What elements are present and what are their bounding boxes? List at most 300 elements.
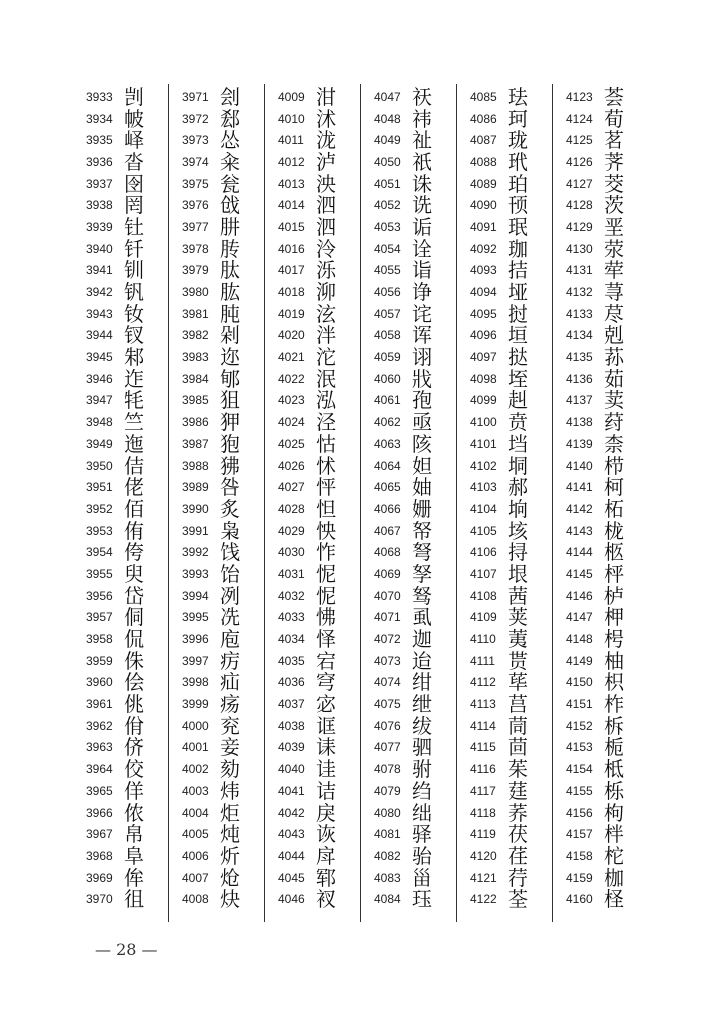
entry-number: 4052 [374, 198, 401, 213]
entry-character: 驽 [412, 583, 432, 608]
list-item [566, 390, 662, 412]
entry-character: 侗 [124, 605, 144, 630]
entry-character: 挞 [508, 345, 528, 370]
entry-number: 4125 [566, 133, 593, 148]
entry-character: 荀 [604, 106, 624, 131]
entry-character: 枳 [604, 670, 624, 695]
entry-number: 4005 [182, 827, 209, 842]
entry-number: 3934 [86, 111, 113, 126]
entry-number: 4158 [566, 848, 593, 863]
entry-number: 4160 [566, 892, 593, 907]
entry-number: 4007 [182, 870, 209, 885]
entry-number: 3945 [86, 350, 113, 365]
entry-number: 4018 [278, 285, 305, 300]
entry-character: 驸 [412, 757, 432, 782]
entry-character: 咎 [220, 475, 240, 500]
entry-number: 4025 [278, 436, 305, 451]
entry-character: 炔 [220, 887, 240, 912]
list-item [566, 715, 662, 737]
entry-character: 柰 [604, 431, 624, 456]
entry-number: 4159 [566, 870, 593, 885]
entry-character: 泗 [316, 193, 336, 218]
entry-number: 4084 [374, 892, 401, 907]
entry-character: 罔 [124, 193, 144, 218]
column-divider [456, 84, 457, 922]
entry-number: 4034 [278, 632, 305, 647]
entry-character: 沱 [316, 345, 336, 370]
entry-number: 4053 [374, 219, 401, 234]
list-item [566, 216, 662, 238]
entry-character: 诜 [412, 193, 432, 218]
entry-number: 4153 [566, 740, 593, 755]
entry-character: 茼 [508, 713, 528, 738]
entry-character: 虱 [412, 605, 432, 630]
entry-number: 4072 [374, 632, 401, 647]
entry-number: 4055 [374, 263, 401, 278]
entry-number: 4081 [374, 827, 401, 842]
entry-number: 4140 [566, 458, 593, 473]
entry-character: 栎 [604, 778, 624, 803]
entry-number: 4017 [278, 263, 305, 278]
entry-character: 臾 [124, 561, 144, 586]
list-item [566, 650, 662, 672]
entry-number: 3961 [86, 697, 113, 712]
entry-number: 4059 [374, 350, 401, 365]
list-item [566, 151, 662, 173]
entry-number: 3962 [86, 718, 113, 733]
entry-number: 4006 [182, 848, 209, 863]
entry-character: 炙 [220, 496, 240, 521]
entry-number: 4145 [566, 566, 593, 581]
entry-character: 佼 [124, 757, 144, 782]
entry-number: 4118 [470, 805, 496, 820]
entry-character: 柯 [604, 475, 624, 500]
entry-character: 绂 [412, 713, 432, 738]
entry-number: 4056 [374, 285, 401, 300]
entry-number: 3950 [86, 458, 113, 473]
entry-number: 3996 [182, 632, 209, 647]
entry-character: 柞 [604, 692, 624, 717]
entry-character: 垭 [508, 280, 528, 305]
entry-number: 4088 [470, 154, 497, 169]
entry-number: 4093 [470, 263, 497, 278]
entry-number: 3947 [86, 393, 113, 408]
entry-number: 4076 [374, 718, 401, 733]
entry-character: 侬 [124, 800, 144, 825]
entry-character: 侉 [124, 540, 144, 565]
entry-character: 泗 [316, 214, 336, 239]
entry-number: 3963 [86, 740, 113, 755]
entry-character: 郇 [220, 366, 240, 391]
entry-number: 3972 [182, 111, 209, 126]
entry-character: 挝 [508, 301, 528, 326]
entry-character: 甾 [412, 865, 432, 890]
entry-character: 诘 [316, 778, 336, 803]
entry-character: 荪 [604, 345, 624, 370]
entry-number: 4016 [278, 241, 305, 256]
entry-character: 郝 [508, 475, 528, 500]
entry-number: 3986 [182, 415, 209, 430]
entry-number: 3944 [86, 328, 113, 343]
entry-number: 4128 [566, 198, 593, 213]
list-item [566, 563, 662, 585]
entry-character: 泫 [316, 301, 336, 326]
entry-character: 郓 [316, 865, 336, 890]
entry-character: 炜 [220, 778, 240, 803]
entry-number: 3948 [86, 415, 113, 430]
entry-character: 栊 [604, 518, 624, 543]
entry-number: 4020 [278, 328, 305, 343]
entry-character: 垧 [508, 496, 528, 521]
entry-character: 绌 [412, 800, 432, 825]
list-item [566, 867, 662, 889]
list-item [566, 303, 662, 325]
entry-number: 3977 [182, 219, 209, 234]
entry-number: 4133 [566, 306, 593, 321]
entry-character: 戗 [220, 193, 240, 218]
entry-number: 3968 [86, 848, 113, 863]
entry-character: 钍 [124, 214, 144, 239]
entry-number: 3958 [86, 632, 113, 647]
entry-character: 戽 [316, 843, 336, 868]
entry-number: 4067 [374, 523, 401, 538]
entry-character: 怂 [220, 128, 240, 153]
entry-character: 赳 [508, 388, 528, 413]
entry-character: 孢 [412, 388, 432, 413]
entry-character: 冼 [220, 605, 240, 630]
entry-character: 徂 [124, 887, 144, 912]
entry-number: 4004 [182, 805, 209, 820]
entry-character: 垣 [508, 323, 528, 348]
entry-number: 3967 [86, 827, 113, 842]
entry-number: 4144 [566, 545, 593, 560]
entry-number: 4051 [374, 176, 401, 191]
entry-character: 柙 [604, 605, 624, 630]
entry-number: 4001 [182, 740, 209, 755]
entry-number: 4002 [182, 762, 209, 777]
entry-number: 4135 [566, 350, 593, 365]
entry-number: 4132 [566, 285, 593, 300]
list-item [566, 108, 662, 130]
entry-number: 3933 [86, 89, 113, 104]
entry-character: 陔 [412, 431, 432, 456]
entry-number: 3988 [182, 458, 209, 473]
entry-character: 诖 [316, 757, 336, 782]
list-item [566, 238, 662, 260]
entry-number: 4027 [278, 480, 305, 495]
entry-character: 拮 [508, 258, 528, 283]
entry-character: 饯 [220, 540, 240, 565]
entry-number: 4064 [374, 458, 401, 473]
entry-number: 4109 [470, 610, 497, 625]
entry-number: 3935 [86, 133, 113, 148]
entry-character: 垱 [508, 431, 528, 456]
entry-character: 佰 [124, 496, 144, 521]
entry-character: 怿 [316, 627, 336, 652]
entry-number: 4141 [566, 480, 593, 495]
entry-character: 柩 [604, 540, 624, 565]
entry-number: 4134 [566, 328, 593, 343]
entry-character: 垤 [508, 366, 528, 391]
entry-number: 4085 [470, 89, 497, 104]
entry-character: 迤 [124, 431, 144, 456]
entry-number: 3955 [86, 566, 113, 581]
entry-character: 柢 [604, 757, 624, 782]
entry-character: 柈 [604, 822, 624, 847]
entry-number: 4022 [278, 371, 305, 386]
entry-number: 4080 [374, 805, 401, 820]
entry-number: 4046 [278, 892, 305, 907]
entry-number: 3938 [86, 198, 113, 213]
entry-number: 4103 [470, 480, 497, 495]
entry-character: 柽 [604, 887, 624, 912]
entry-character: 炘 [220, 843, 240, 868]
entry-character: 炬 [220, 800, 240, 825]
entry-character: 狍 [220, 431, 240, 456]
entry-number: 3994 [182, 588, 209, 603]
entry-character: 茨 [604, 193, 624, 218]
entry-character: 庖 [220, 627, 240, 652]
entry-character: 荏 [508, 843, 528, 868]
list-item [566, 86, 662, 108]
entry-number: 4063 [374, 436, 401, 451]
entry-character: 狎 [220, 410, 240, 435]
entry-character: 侃 [124, 627, 144, 652]
entry-character: 诣 [412, 258, 432, 283]
entry-number: 4009 [278, 89, 305, 104]
entry-character: 泸 [316, 149, 336, 174]
list-item [566, 281, 662, 303]
entry-character: 籴 [220, 149, 240, 174]
entry-character: 怍 [316, 540, 336, 565]
entry-number: 4113 [470, 697, 496, 712]
entry-character: 钗 [124, 323, 144, 348]
entry-character: 泷 [316, 128, 336, 153]
entry-character: 枷 [604, 865, 624, 890]
entry-character: 妾 [220, 735, 240, 760]
entry-character: 荜 [508, 670, 528, 695]
entry-character: 茜 [508, 583, 528, 608]
list-item [566, 346, 662, 368]
entry-character: 荃 [508, 887, 528, 912]
entry-character: 泠 [316, 236, 336, 261]
entry-character: 怦 [316, 475, 336, 500]
entry-number: 4087 [470, 133, 497, 148]
entry-character: 绁 [412, 692, 432, 717]
entry-number: 4061 [374, 393, 401, 408]
entry-number: 4054 [374, 241, 401, 256]
entry-number: 3954 [86, 545, 113, 560]
entry-character: 弩 [412, 540, 432, 565]
entry-number: 3960 [86, 675, 113, 690]
entry-number: 4062 [374, 415, 401, 430]
entry-character: 怛 [316, 496, 336, 521]
entry-number: 3969 [86, 870, 113, 885]
entry-character: 玳 [508, 149, 528, 174]
entry-number: 4038 [278, 718, 305, 733]
entry-number: 4089 [470, 176, 497, 191]
entry-character: 侔 [124, 865, 144, 890]
entry-number: 3951 [86, 480, 113, 495]
column-divider [264, 84, 265, 922]
entry-character: 诔 [316, 735, 336, 760]
entry-character: 妯 [412, 475, 432, 500]
entry-number: 4079 [374, 783, 401, 798]
list-item [566, 433, 662, 455]
list-item [566, 607, 662, 629]
entry-number: 4127 [566, 176, 593, 191]
entry-number: 4015 [278, 219, 305, 234]
entry-number: 3970 [86, 892, 113, 907]
entry-character: 荑 [508, 627, 528, 652]
entry-character: 泾 [316, 410, 336, 435]
entry-number: 4151 [566, 697, 593, 712]
entry-number: 4048 [374, 111, 401, 126]
entry-number: 3943 [86, 306, 113, 321]
entry-character: 驿 [412, 822, 432, 847]
entry-number: 3941 [86, 263, 113, 278]
entry-character: 枰 [604, 561, 624, 586]
entry-number: 4126 [566, 154, 593, 169]
entry-character: 贲 [508, 410, 528, 435]
entry-character: 顸 [508, 193, 528, 218]
entry-number: 4122 [470, 892, 497, 907]
entry-number: 4073 [374, 653, 401, 668]
list-item [566, 129, 662, 151]
entry-character: 珏 [412, 887, 432, 912]
entry-character: 栀 [604, 735, 624, 760]
list-item [566, 325, 662, 347]
entry-character: 肽 [220, 258, 240, 283]
list-item [566, 476, 662, 498]
entry-number: 3979 [182, 263, 209, 278]
entry-character: 牦 [124, 388, 144, 413]
entry-character: 诛 [412, 171, 432, 196]
entry-number: 4003 [182, 783, 209, 798]
entry-character: 迦 [412, 627, 432, 652]
entry-character: 侩 [124, 670, 144, 695]
entry-number: 3989 [182, 480, 209, 495]
entry-number: 4131 [566, 263, 593, 278]
entry-character: 柝 [604, 713, 624, 738]
entry-number: 4010 [278, 111, 305, 126]
entry-number: 3974 [182, 154, 209, 169]
page-number: — 28 — [95, 940, 158, 959]
entry-character: 诙 [316, 822, 336, 847]
entry-number: 3978 [182, 241, 209, 256]
entry-number: 4049 [374, 133, 401, 148]
entry-number: 3997 [182, 653, 209, 668]
entry-number: 3985 [182, 393, 209, 408]
entry-number: 3952 [86, 501, 113, 516]
entry-number: 3957 [86, 610, 113, 625]
list-item [566, 780, 662, 802]
entry-number: 3991 [182, 523, 209, 538]
entry-character: 穹 [316, 670, 336, 695]
entry-number: 4033 [278, 610, 305, 625]
entry-number: 4115 [470, 740, 496, 755]
entry-number: 4000 [182, 718, 209, 733]
entry-number: 4036 [278, 675, 305, 690]
entry-character: 荠 [604, 149, 624, 174]
entry-number: 3956 [86, 588, 113, 603]
list-item [566, 628, 662, 650]
entry-character: 侏 [124, 648, 144, 673]
entry-character: 祇 [412, 149, 432, 174]
entry-character: 钎 [124, 236, 144, 261]
entry-character: 垓 [508, 518, 528, 543]
entry-character: 妲 [412, 453, 432, 478]
entry-character: 宓 [316, 692, 336, 717]
entry-number: 3973 [182, 133, 209, 148]
entry-number: 3999 [182, 697, 209, 712]
entry-number: 4031 [278, 566, 305, 581]
entry-number: 3983 [182, 350, 209, 365]
entry-character: 怫 [316, 605, 336, 630]
entry-character: 冽 [220, 583, 240, 608]
entry-number: 3965 [86, 783, 113, 798]
entry-character: 荞 [508, 800, 528, 825]
entry-character: 柁 [604, 843, 624, 868]
entry-number: 4104 [470, 501, 497, 516]
entry-character: 枭 [220, 518, 240, 543]
entry-character: 侑 [124, 518, 144, 543]
entry-character: 挦 [508, 540, 528, 565]
entry-character: 驷 [412, 735, 432, 760]
column-divider [552, 84, 553, 922]
column-divider [168, 84, 169, 922]
entry-character: 帑 [412, 518, 432, 543]
column-divider [360, 84, 361, 922]
entry-number: 4091 [470, 219, 497, 234]
entry-character: 剋 [604, 323, 624, 348]
entry-number: 4058 [374, 328, 401, 343]
entry-number: 4050 [374, 154, 401, 169]
entry-character: 兖 [220, 713, 240, 738]
list-item [566, 823, 662, 845]
entry-character: 垠 [508, 561, 528, 586]
entry-number: 4121 [470, 870, 497, 885]
entry-number: 4008 [182, 892, 209, 907]
column-6 [566, 86, 662, 910]
entry-character: 佾 [124, 713, 144, 738]
entry-character: 怩 [316, 561, 336, 586]
entry-character: 绉 [412, 778, 432, 803]
entry-character: 迮 [124, 366, 144, 391]
entry-number: 4120 [470, 848, 497, 863]
entry-number: 3982 [182, 328, 209, 343]
list-item [566, 520, 662, 542]
entry-character: 怏 [316, 518, 336, 543]
entry-character: 珑 [508, 128, 528, 153]
entry-number: 4032 [278, 588, 305, 603]
entry-number: 3946 [86, 371, 113, 386]
entry-character: 岱 [124, 583, 144, 608]
entry-character: 荨 [604, 280, 624, 305]
entry-number: 3981 [182, 306, 209, 321]
entry-character: 佬 [124, 475, 144, 500]
list-item [566, 411, 662, 433]
entry-number: 4102 [470, 458, 497, 473]
entry-number: 4094 [470, 285, 497, 300]
entry-number: 4154 [566, 762, 593, 777]
entry-character: 荚 [508, 605, 528, 630]
entry-character: 亟 [412, 410, 432, 435]
entry-number: 4090 [470, 198, 497, 213]
entry-character: 迨 [412, 648, 432, 673]
entry-number: 4156 [566, 805, 593, 820]
list-item [566, 173, 662, 195]
